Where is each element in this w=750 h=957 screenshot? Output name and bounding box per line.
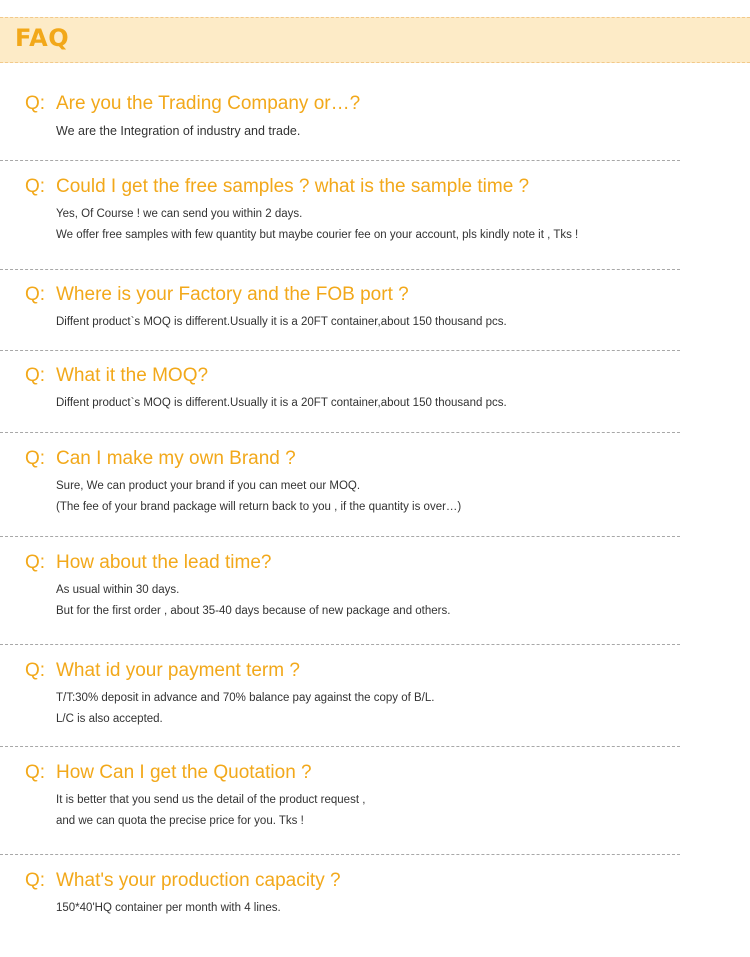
q-prefix: Q: (25, 93, 46, 114)
faq-header (0, 17, 750, 63)
question-text: What it the MOQ? (56, 365, 209, 386)
faq-answer (56, 898, 281, 919)
faq-question (25, 660, 300, 682)
faq-answer (56, 790, 365, 832)
question-text: Are you the Trading Company or…? (56, 93, 361, 114)
faq-question (25, 176, 529, 198)
q-prefix: Q: (25, 660, 46, 681)
faq-answer (56, 476, 461, 518)
divider (0, 644, 680, 645)
faq-question (25, 93, 360, 115)
divider (0, 746, 680, 747)
q-prefix: Q: (25, 870, 46, 891)
divider (0, 160, 680, 161)
answer-line: But for the first order , about 35-40 days because of new package and others. (56, 605, 451, 617)
faq-question (25, 365, 208, 387)
faq-question (25, 552, 271, 574)
faq-answer (56, 688, 434, 730)
question-text: Where is your Factory and the FOB port ? (56, 284, 409, 305)
question-text: Could I get the free samples ? what is the sample time ? (56, 176, 530, 197)
faq-title: FAQ (15, 24, 70, 52)
faq-question (25, 870, 341, 892)
divider (0, 350, 680, 351)
faq-question (25, 448, 296, 470)
answer-line: (The fee of your brand package will return back to you , if the quantity is over…) (56, 501, 462, 513)
q-prefix: Q: (25, 284, 46, 305)
faq-answer (56, 393, 507, 414)
question-text: How about the lead time? (56, 552, 272, 573)
q-prefix: Q: (25, 762, 46, 783)
divider (0, 536, 680, 537)
answer-line: T/T:30% deposit in advance and 70% balance pay against the copy of B/L. (56, 692, 435, 704)
answer-line: It is better that you send us the detail of the product request , (56, 794, 366, 806)
divider (0, 432, 680, 433)
answer-line: As usual within 30 days. (56, 584, 180, 596)
answer-line: We are the Integration of industry and trade. (56, 124, 301, 138)
answer-line: 150*40'HQ container per month with 4 lines. (56, 902, 281, 914)
answer-line: L/C is also accepted. (56, 713, 163, 725)
divider (0, 854, 680, 855)
question-text: What id your payment term ? (56, 660, 300, 681)
divider (0, 269, 680, 270)
faq-answer (56, 312, 507, 333)
answer-line: Sure, We can product your brand if you can meet our MOQ. (56, 480, 361, 492)
question-text: Can I make my own Brand ? (56, 448, 296, 469)
q-prefix: Q: (25, 176, 46, 197)
faq-question (25, 284, 409, 306)
answer-line: Diffent product`s MOQ is different.Usually it is a 20FT container,about 150 thousand pcs. (56, 397, 507, 409)
q-prefix: Q: (25, 365, 46, 386)
q-prefix: Q: (25, 448, 46, 469)
answer-line: Diffent product`s MOQ is different.Usually it is a 20FT container,about 150 thousand pcs. (56, 316, 507, 328)
answer-line: Yes, Of Course ! we can send you within 2 days. (56, 208, 303, 220)
question-text: How Can I get the Quotation ? (56, 762, 312, 783)
faq-question (25, 762, 312, 784)
answer-line: We offer free samples with few quantity but maybe courier fee on your account, pls kindly note it , Tks ! (56, 229, 579, 241)
faq-answer (56, 204, 578, 246)
faq-answer (56, 580, 450, 622)
answer-line: and we can quota the precise price for you. Tks ! (56, 815, 304, 827)
faq-answer (56, 121, 300, 142)
q-prefix: Q: (25, 552, 46, 573)
question-text: What's your production capacity ? (56, 870, 341, 891)
